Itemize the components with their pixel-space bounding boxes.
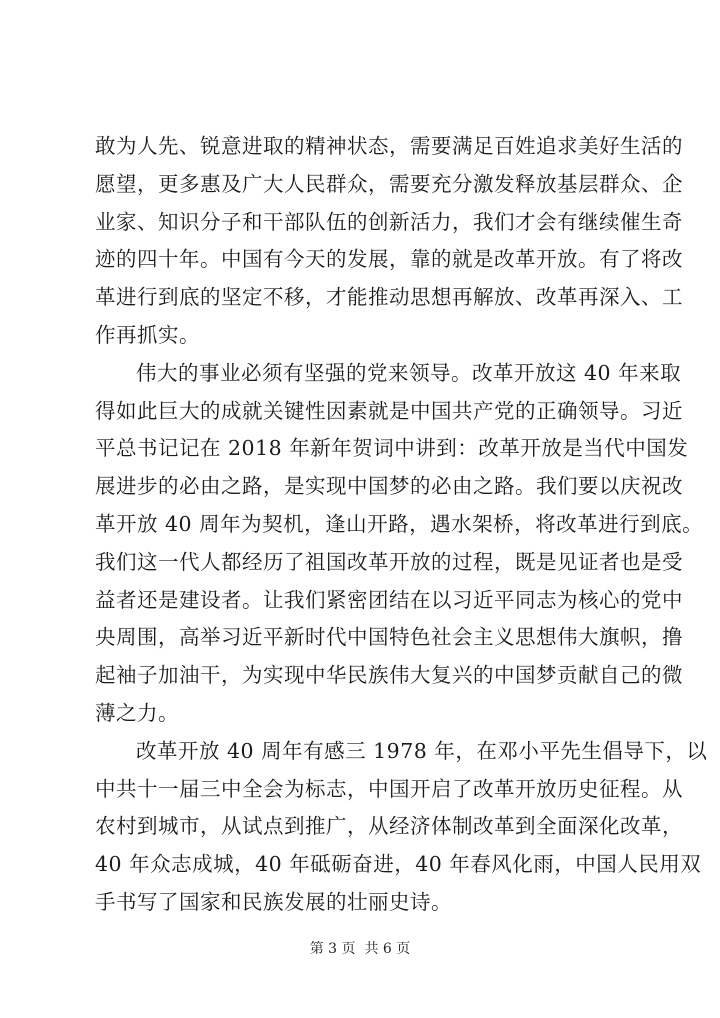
paragraph-2	[95, 355, 704, 733]
text-line: 展进步的必由之路，是实现中国梦的必由之路。我们要以庆祝改	[95, 474, 683, 499]
text-line: 迹的四十年。中国有今天的发展，靠的就是改革开放。有了将改	[95, 247, 683, 272]
text-line: 敢为人先、锐意进取的精神状态，需要满足百姓追求美好生活的	[95, 134, 683, 158]
text-line: 业家、知识分子和干部队伍的创新活力，我们才会有继续催生奇	[95, 209, 683, 234]
text-line: 中共十一届三中全会为标志，中国开启了改革开放历史征程。从	[95, 776, 683, 801]
text-line: 作再抓实。	[95, 322, 200, 347]
text-line: 平总书记记在 2018 年新年贺词中讲到：改革开放是当代中国发	[95, 436, 689, 461]
page-number-footer: 第 3 页 共 6 页	[309, 941, 411, 957]
text-line: 得如此巨大的成就关键性因素就是中国共产党的正确领导。习近	[95, 398, 683, 423]
text-line: 我们这一代人都经历了祖国改革开放的过程，既是见证者也是受	[95, 549, 683, 574]
text-line: 央周围，高举习近平新时代中国特色社会主义思想伟大旗帜，撸	[95, 625, 683, 650]
text-line: 革开放 40 周年为契机，逢山开路，遇水架桥，将改革进行到底。	[95, 511, 704, 536]
paragraph-1	[95, 128, 683, 355]
text-line: 伟大的事业必须有坚强的党来领导。改革开放这 40 年来取	[136, 360, 682, 385]
text-line: 薄之力。	[95, 700, 179, 725]
text-line: 40 年众志成城，40 年砥砺奋进，40 年春风化雨，中国人民用双	[95, 852, 702, 877]
text-line: 农村到城市，从试点到推广，从经济体制改革到全面深化改革，	[95, 814, 683, 839]
text-line: 愿望，更多惠及广大人民群众，需要充分激发释放基层群众、企	[95, 171, 683, 196]
body-text	[95, 128, 708, 922]
text-line: 革进行到底的坚定不移，才能推动思想再解放、改革再深入、工	[95, 285, 683, 310]
text-line: 改革开放 40 周年有感三 1978 年，在邓小平先生倡导下，以	[136, 738, 708, 763]
text-line: 益者还是建设者。让我们紧密团结在以习近平同志为核心的党中	[95, 587, 683, 612]
text-line: 手书写了国家和民族发展的壮丽史诗。	[95, 889, 452, 914]
paragraph-3	[95, 733, 708, 922]
text-line: 起袖子加油干，为实现中华民族伟大复兴的中国梦贡献自己的微	[95, 663, 683, 688]
